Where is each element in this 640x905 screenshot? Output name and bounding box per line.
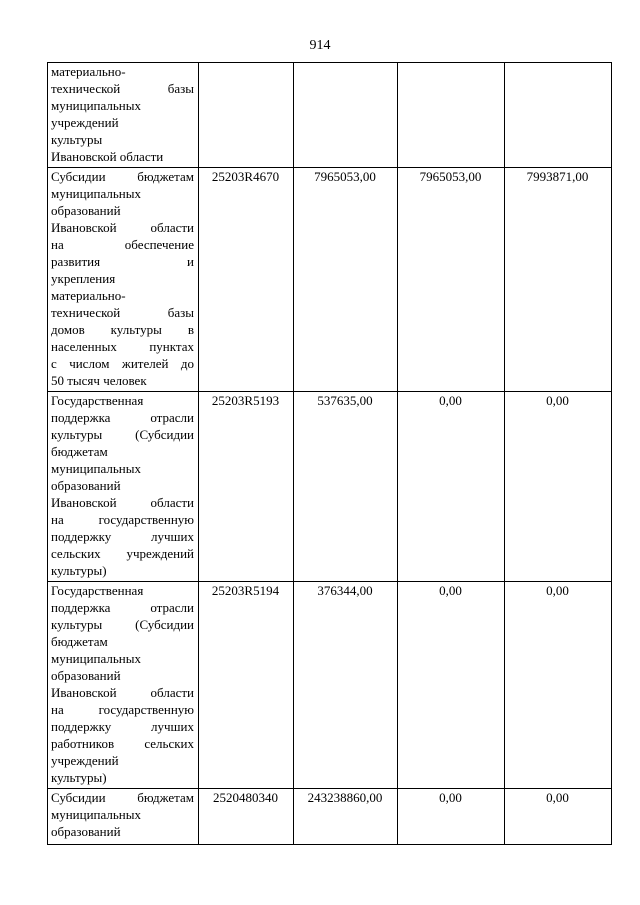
row-value-2-cell: 0,00 <box>398 392 505 582</box>
row-name-line: муниципальных <box>51 651 142 666</box>
row-name-line: образований <box>51 203 121 218</box>
row-name-line: учреждений <box>51 115 119 130</box>
row-name-line: материально- <box>51 64 126 79</box>
row-value-2-cell <box>398 63 505 168</box>
row-name-line: Государственная <box>51 583 144 598</box>
row-code-cell: 25203R5194 <box>199 582 294 789</box>
row-name-line: культуры (Субсидии <box>51 617 194 632</box>
table-row <box>48 63 612 168</box>
row-value-2-cell: 0,00 <box>398 789 505 845</box>
row-name-line: муниципальных <box>51 186 142 201</box>
row-name-cell <box>48 392 199 582</box>
row-value-2-cell: 0,00 <box>398 582 505 789</box>
row-name-line: Субсидии бюджетам <box>51 790 194 805</box>
row-name-line: образований <box>51 478 121 493</box>
row-name-line: Государственная <box>51 393 144 408</box>
row-name-line: культуры <box>51 132 103 147</box>
row-name-line: образований <box>51 824 121 839</box>
row-code-cell: 25203R4670 <box>199 168 294 392</box>
row-value-1-cell <box>294 63 398 168</box>
row-value-1-cell: 537635,00 <box>294 392 398 582</box>
row-name-line: на обеспечение <box>51 237 194 252</box>
row-name-cell <box>48 168 199 392</box>
row-code-cell <box>199 63 294 168</box>
row-name-line: бюджетам <box>51 444 108 459</box>
row-value-3-cell: 0,00 <box>505 392 612 582</box>
row-name-cell <box>48 789 199 845</box>
row-name-line: учреждений <box>51 753 119 768</box>
row-name-line: развития и <box>51 254 194 269</box>
row-name-line: на государственную <box>51 702 194 717</box>
row-name-line: поддержка отрасли <box>51 600 194 615</box>
row-name-line: культуры) <box>51 563 107 578</box>
row-name-line: Ивановской области <box>51 685 194 700</box>
row-name-line: бюджетам <box>51 634 108 649</box>
table-row <box>48 168 612 392</box>
row-value-3-cell: 0,00 <box>505 789 612 845</box>
row-name-line: технической базы <box>51 305 194 320</box>
row-name-cell <box>48 63 199 168</box>
row-name-line: поддержку лучших <box>51 529 194 544</box>
row-name-line: технической базы <box>51 81 194 96</box>
budget-table-body <box>48 63 612 845</box>
row-name-cell <box>48 582 199 789</box>
row-name-line: культуры (Субсидии <box>51 427 194 442</box>
row-name-line: сельских учреждений <box>51 546 194 561</box>
row-name-line: на государственную <box>51 512 194 527</box>
row-code-cell: 2520480340 <box>199 789 294 845</box>
row-value-1-cell: 7965053,00 <box>294 168 398 392</box>
row-value-1-cell: 376344,00 <box>294 582 398 789</box>
row-value-3-cell: 0,00 <box>505 582 612 789</box>
row-value-2-cell: 7965053,00 <box>398 168 505 392</box>
row-name-line: с числом жителей до <box>51 356 194 371</box>
row-name-line: Ивановской области <box>51 149 164 164</box>
row-code-cell: 25203R5193 <box>199 392 294 582</box>
row-value-1-cell: 243238860,00 <box>294 789 398 845</box>
table-row <box>48 789 612 845</box>
row-name-line: населенных пунктах <box>51 339 194 354</box>
row-name-line: Ивановской области <box>51 495 194 510</box>
row-name-line: муниципальных <box>51 98 142 113</box>
table-row <box>48 392 612 582</box>
row-name-line: Субсидии бюджетам <box>51 169 194 184</box>
row-name-line: работников сельских <box>51 736 194 751</box>
row-value-3-cell <box>505 63 612 168</box>
row-name-line: поддержку лучших <box>51 719 194 734</box>
page-number: 914 <box>309 38 331 53</box>
budget-table <box>47 62 612 845</box>
row-name-line: муниципальных <box>51 807 142 822</box>
row-name-line: домов культуры в <box>51 322 194 337</box>
row-name-line: поддержка отрасли <box>51 410 194 425</box>
row-name-line: образований <box>51 668 121 683</box>
table-row <box>48 582 612 789</box>
row-name-line: Ивановской области <box>51 220 194 235</box>
row-value-3-cell: 7993871,00 <box>505 168 612 392</box>
row-name-line: муниципальных <box>51 461 142 476</box>
row-name-line: 50 тысяч человек <box>51 373 147 388</box>
row-name-line: материально- <box>51 288 126 303</box>
row-name-line: укрепления <box>51 271 116 286</box>
row-name-line: культуры) <box>51 770 107 785</box>
